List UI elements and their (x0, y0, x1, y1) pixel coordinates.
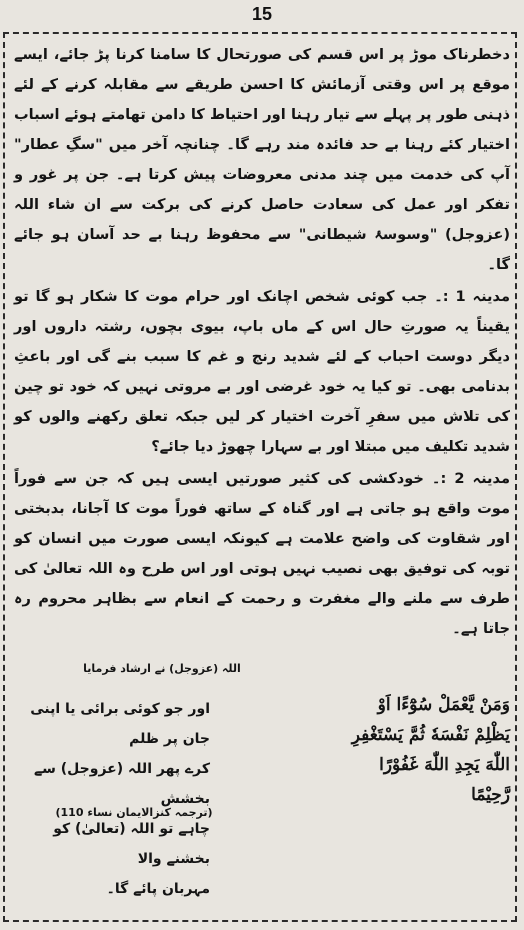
translation-line: کرے پھر اللہ (عزوجل) سے بخشش (33, 761, 210, 807)
arabic-line: اللّٰهَ يَجِدِ اللّٰهَ غَفُوْرًا (379, 755, 510, 775)
page-number: 15 (251, 4, 273, 24)
translation-line: اور جو کوئی برائی یا اپنی جان پر ظلم (30, 701, 210, 747)
quran-quote (14, 660, 510, 897)
urdu-translation (18, 694, 210, 904)
paragraph-madina-1: مدینہ 1 :۔ جب کوئی شخص اچانک اور حرام موت کا شکار ہو گا تو یقیناً یہ صورتِ حال اس کے ماں باپ، بیوی بچوں، رشتہ داروں اور دیگر دوست احباب کے لئے شدید رنج و غم کا سبب بنے گی اور باعثِ بدنامی بھی۔ تو کیا یہ خود غرضی اور بے مروتی نہیں کہ خود تو چین کی تلاش میں سفرِ آخرت اختیار کر لیں جبکہ تعلق رکھنے والوں کو شدید تکلیف میں مبتلا اور بے سہارا چھوڑ دیا جائے؟ (14, 288, 510, 455)
translation-line: مہربان پائے گا۔ (106, 881, 210, 897)
arabic-verse (230, 690, 510, 810)
arabic-line: رَّحِيْمًا (471, 785, 510, 805)
arabic-line: يَظْلِمْ نَفْسَهٗ ثُمَّ يَسْتَغْفِرِ (351, 725, 510, 745)
paragraph-intro: دخطرناک موڑ پر اس قسم کی صورتحال کا سامنا کرنا پڑ جائے، ایسے موقع پر اس وقتی آزمائش کا احسن طریقے سے مقابلہ کرنے کے لئے ذہنی طور پر پہلے سے تیار رہنا اور احتیاط کا دامن تھامتے ہوئے اسباب اختیار کئے رہنا بے حد فائدہ مند رہے گا۔ چنانچہ آخر میں "سگِ عطار" آپ کی خدمت میں چند مدنی معروضات پیش کرتا ہے۔ جن پر غور و تفکر اور عمل کی سعادت حاصل کرنے کی برکت سے ان شاء اللہ (عزوجل) "وسوسۂ شیطانی" سے محفوظ رہنا بے حد آسان ہو جائے گا۔ (14, 46, 510, 273)
translation-line: چاہے تو اللہ (تعالیٰ) کو بخشنے والا (53, 821, 210, 867)
main-text (14, 40, 510, 644)
paragraph-madina-2: مدینہ 2 :۔ خودکشی کی کثیر صورتیں ایسی ہیں کہ جن سے فوراً موت واقع ہو جاتی ہے اور گناہ کے ساتھ فوراً موت کا آجانا، بدبختی اور شقاوت کی واضح علامت ہے کیونکہ ایسی صورت میں انسان کو توبہ کی توفیق بھی نصیب نہیں ہوتی اور اس طرح وہ اللہ تعالیٰ کی طرف سے ملنے والے مغفرت و رحمت کے انعام سے بظاہر محروم رہ جاتا ہے۔ (14, 470, 510, 637)
quote-intro: اللہ (عزوجل) نے ارشاد فرمایا (83, 662, 241, 675)
translation-reference: (ترجمہ کنزالایمان نساء 110) (55, 806, 213, 819)
arabic-line: وَمَنْ يَّعْمَلْ سُوْٓءًا اَوْ (377, 695, 510, 715)
